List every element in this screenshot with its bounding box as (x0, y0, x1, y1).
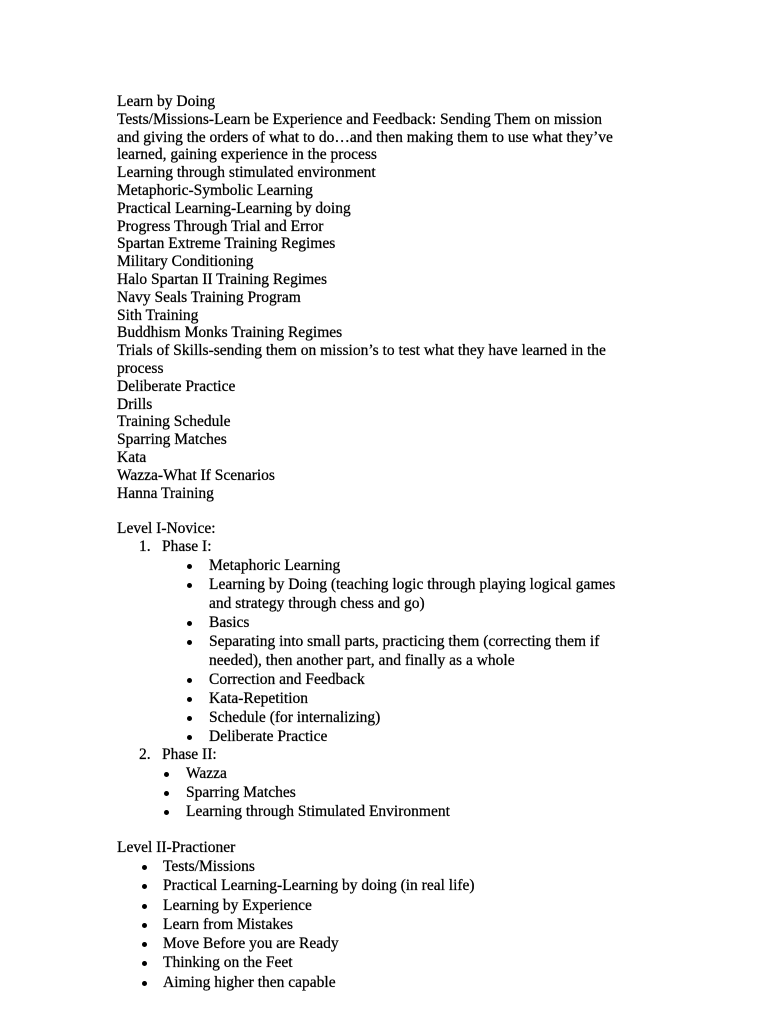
document-title: Learn by Doing (117, 93, 216, 110)
document-line: Halo Spartan II Training Regimes (117, 270, 328, 288)
list-item-text: Wazza (186, 764, 227, 782)
list-item-text: Learning through Stimulated Environment (186, 802, 450, 820)
list-item-row (117, 689, 757, 708)
list-item-row (117, 783, 757, 802)
document-line: Spartan Extreme Training Regimes (117, 235, 336, 253)
intro-block (117, 93, 757, 502)
bullet-icon (142, 981, 147, 986)
blank-line (117, 502, 757, 520)
list-item (117, 896, 757, 915)
bullet-icon (142, 884, 147, 889)
list-item (117, 876, 757, 895)
list-item-text: and strategy through chess and go) (209, 594, 425, 612)
bullet-icon (187, 621, 192, 626)
document-line: Learning through stimulated environment (117, 164, 376, 182)
list-item (117, 575, 757, 613)
list-number: 1. (139, 537, 151, 555)
phase-2 (117, 746, 757, 821)
document-line: Wazza-What If Scenarios (117, 466, 275, 484)
list-item (117, 670, 757, 689)
list-item-text: Learning by Experience (163, 896, 312, 914)
list-item-text: Sparring Matches (186, 783, 296, 801)
list-item-text: Learning by Doing (teaching logic through playing logical games (209, 575, 616, 593)
list-item (117, 708, 757, 727)
document-line: Buddhism Monks Training Regimes (117, 324, 343, 342)
list-item-row (117, 613, 757, 632)
phase-heading (117, 746, 757, 764)
list-item (117, 783, 757, 802)
list-number: 2. (139, 745, 151, 763)
document-line: Practical Learning-Learning by doing (117, 199, 351, 217)
list-item-text: Practical Learning-Learning by doing (in real life) (163, 877, 475, 895)
list-item-text: Basics (209, 613, 250, 631)
phase-title: Phase I: (162, 537, 212, 555)
section-heading: Level I-Novice: (117, 520, 216, 538)
document-line: Sparring Matches (117, 431, 227, 449)
bullet-icon (164, 810, 169, 815)
bullet-icon (187, 716, 192, 721)
list-item-text: Aiming higher then capable (163, 973, 336, 991)
document-line: learned, gaining experience in the process (117, 146, 377, 164)
bullet-icon (142, 923, 147, 928)
level-1-section (117, 520, 757, 821)
document-line: process (117, 359, 164, 377)
list-item (117, 613, 757, 632)
phase-heading (117, 538, 757, 556)
bullet-icon (142, 904, 147, 909)
bullet-icon (187, 583, 192, 588)
bullet-icon (142, 942, 147, 947)
list-item-row (117, 764, 757, 783)
document-line: Progress Through Trial and Error (117, 217, 324, 235)
bullet-icon (164, 772, 169, 777)
list-item (117, 689, 757, 708)
phase-title: Phase II: (162, 745, 217, 763)
document-line: Sith Training (117, 306, 199, 324)
bullet-icon (142, 865, 147, 870)
list-item-text: Thinking on the Feet (163, 954, 293, 972)
level-2-section (117, 839, 757, 992)
list-item (117, 973, 757, 992)
list-item-continuation (117, 594, 757, 613)
list-item-text: Metaphoric Learning (209, 556, 341, 574)
phase-1 (117, 538, 757, 746)
blank-line (117, 821, 757, 839)
list-item (117, 802, 757, 821)
list-item-text: Schedule (for internalizing) (209, 708, 381, 726)
list-item (117, 953, 757, 972)
bullet-icon (187, 697, 192, 702)
document-line: Tests/Missions-Learn be Experience and Feedback: Sending Them on mission (117, 110, 603, 128)
list-item-text: Kata-Repetition (209, 689, 308, 707)
list-item-row (117, 802, 757, 821)
list-item-row (117, 727, 757, 746)
document-line: Trials of Skills-sending them on mission’s to test what they have learned in the (117, 342, 606, 360)
list-item (117, 764, 757, 783)
list-item-text: Move Before you are Ready (163, 935, 339, 953)
document-line: Hanna Training (117, 484, 214, 502)
bullet-icon (187, 678, 192, 683)
document-line: Drills (117, 395, 153, 413)
list-item-text: needed), then another part, and finally as a whole (209, 651, 515, 669)
document-line: Navy Seals Training Program (117, 288, 301, 306)
list-item-row (117, 556, 757, 575)
document-line: Kata (117, 448, 147, 466)
list-item-text: Tests/Missions (163, 857, 255, 875)
bullet-icon (187, 735, 192, 740)
bullet-icon (164, 791, 169, 796)
list-item-text: Learn from Mistakes (163, 915, 293, 933)
list-item-text: Deliberate Practice (209, 727, 328, 745)
section-heading: Level II-Practioner (117, 838, 236, 856)
bullet-icon (142, 961, 147, 966)
bullet-icon (187, 640, 192, 645)
document-line: Metaphoric-Symbolic Learning (117, 181, 313, 199)
list-item (117, 632, 757, 670)
list-item (117, 915, 757, 934)
list-item-row (117, 670, 757, 689)
list-item-text: Correction and Feedback (209, 670, 365, 688)
list-item-text: Separating into small parts, practicing them (correcting them if (209, 632, 600, 650)
list-item (117, 857, 757, 876)
list-item (117, 556, 757, 575)
document-line: Military Conditioning (117, 253, 254, 271)
list-item-continuation (117, 651, 757, 670)
document-line: Deliberate Practice (117, 377, 236, 395)
document-line: Training Schedule (117, 413, 231, 431)
list-item-row (117, 575, 757, 594)
list-item (117, 727, 757, 746)
list-item-row (117, 708, 757, 727)
document-line: and giving the orders of what to do…and then making them to use what they’ve (117, 128, 613, 146)
bullet-icon (187, 564, 192, 569)
list-item (117, 934, 757, 953)
document-body (117, 93, 757, 992)
list-item-row (117, 632, 757, 651)
